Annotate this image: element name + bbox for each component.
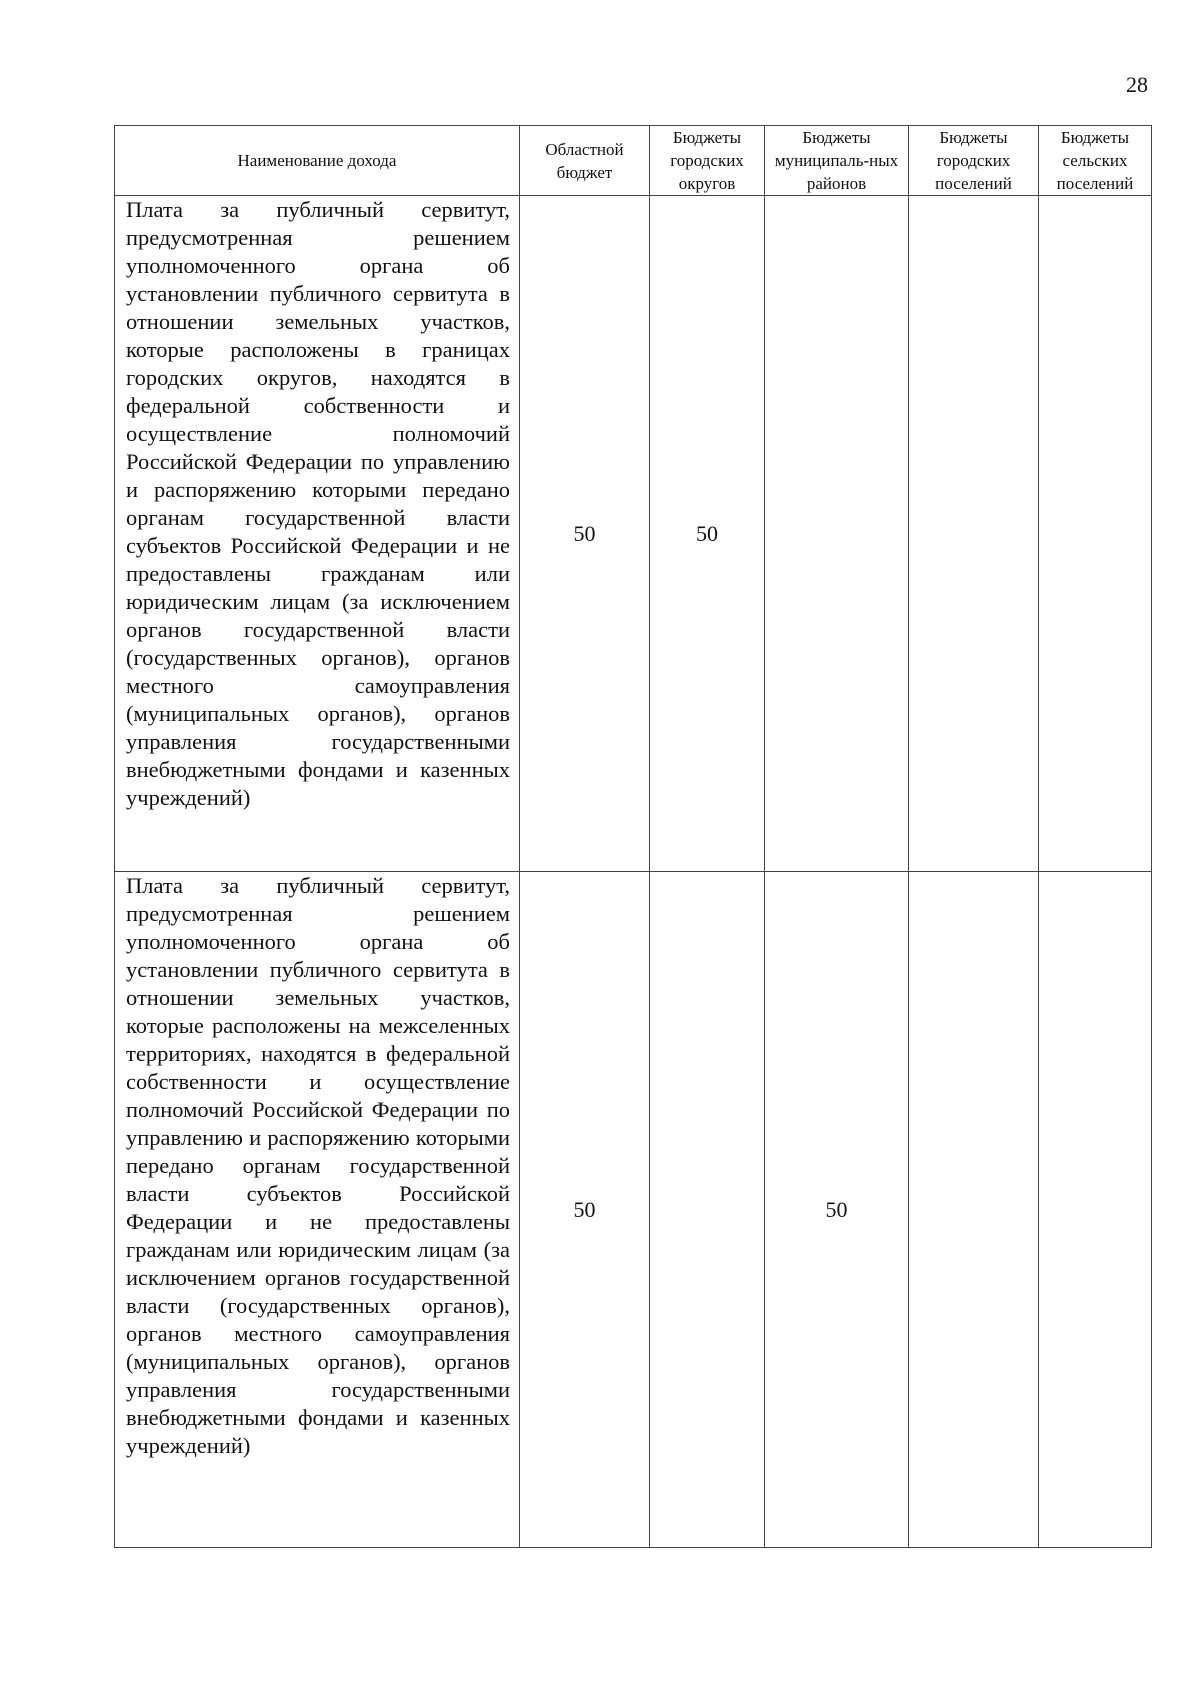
revenue-distribution-table (114, 125, 1152, 1548)
urban-settlements-budget-value (909, 872, 1039, 1548)
urban-settlements-budget-value (909, 196, 1039, 872)
regional-budget-value: 50 (520, 872, 650, 1548)
revenue-name-cell (115, 872, 520, 1548)
header-regional-budget: Областной бюджет (520, 126, 650, 196)
regional-budget-value: 50 (520, 196, 650, 872)
header-city-districts-budget: Бюджеты городских округов (650, 126, 765, 196)
table-header-row (115, 126, 1152, 196)
city-districts-budget-value: 50 (650, 196, 765, 872)
header-revenue-name: Наименование дохода (115, 126, 520, 196)
revenue-name-text: Плата за публичный сервитут, предусмотренная решением уполномоченного органа об установлении публичного сервитута в отношении земельных участков, которые расположены на межселенных территориях, находятся в федеральной собственности и осуществление полномочий Российской Федерации по управлению и распоряжению которыми передано органам государственной власти субъектов Российской Федерации и не предоставлены гражданам или юридическим лицам (за исключением органов государственной власти (государственных органов), органов местного самоуправления (муниципальных органов), органов управления государственными внебюджетными фондами и казенных учреждений) (126, 873, 510, 1458)
table-row (115, 196, 1152, 872)
header-urban-settlements-budget: Бюджеты городских поселений (909, 126, 1039, 196)
header-municipal-districts-budget: Бюджеты муниципаль-ных районов (765, 126, 909, 196)
table-row (115, 872, 1152, 1548)
revenue-name-cell (115, 196, 520, 872)
municipal-districts-budget-value: 50 (765, 872, 909, 1548)
header-rural-settlements-budget: Бюджеты сельских поселений (1039, 126, 1152, 196)
page-number: 28 (1126, 72, 1148, 97)
revenue-name-text: Плата за публичный сервитут, предусмотренная решением уполномоченного органа об установлении публичного сервитута в отношении земельных участков, которые расположены в границах городских округов, находятся в федеральной собственности и осуществление полномочий Российской Федерации по управлению и распоряжению которыми передано органам государственной власти субъектов Российской Федерации и не предоставлены гражданам или юридическим лицам (за исключением органов государственной власти (государственных органов), органов местного самоуправления (муниципальных органов), органов управления государственными внебюджетными фондами и казенных учреждений) (126, 197, 510, 810)
municipal-districts-budget-value (765, 196, 909, 872)
rural-settlements-budget-value (1039, 196, 1152, 872)
rural-settlements-budget-value (1039, 872, 1152, 1548)
city-districts-budget-value (650, 872, 765, 1548)
